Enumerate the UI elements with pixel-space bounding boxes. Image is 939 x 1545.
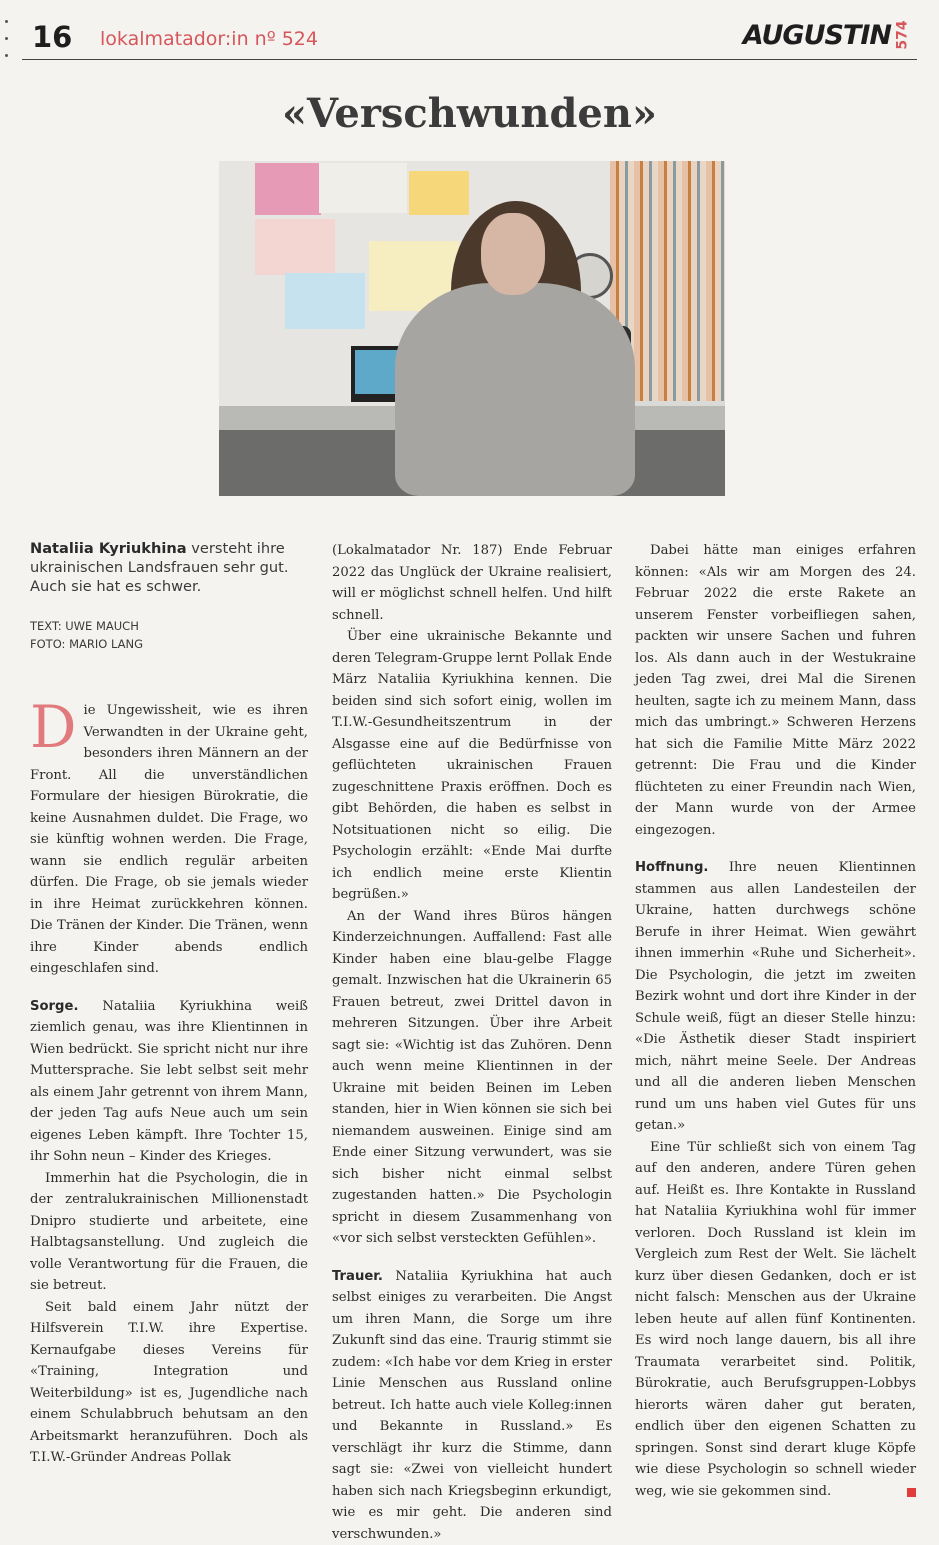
subheading-sorge: Sorge.: [30, 998, 79, 1014]
article-lede: [30, 539, 300, 596]
article-column-3: [635, 540, 916, 1502]
paragraph: Ihre neuen Klientinnen stammen aus allen Landesteilen der Ukraine, hatten durchwegs schöne Berufe in ihrer Heimat. Wien gewährt ihnen immerhin «Ruhe und Sicherheit». Die Psychologin, die jetzt im zweiten Bezirk wohnt und dort ihre Kinder in der Schule weiß, fügt an dieser Stelle hinzu: «Die Ästhetik dieser Stadt inspiriert mich, nährt meine Seele. Der Andreas und all die anderen lieben Menschen rund um uns haben viel Gutes für uns getan.»: [635, 860, 916, 1133]
paragraph: Eine Tür schließt sich von einem Tag auf den anderen, andere Türen gehen auf. Heißt es. Ihre Kontakte in Russland hat Nataliia Kyriukhina wohl für immer verloren. Doch Russland ist klein im Vergleich zum Rest der Welt. Sie lächelt kurz über diesen Gedanken, doch er ist nicht falsch: Menschen aus der Ukraine leben heute auf allen fünf Kontinenten. Es wird noch lange dauern, bis all ihre Traumata verarbeitet sind. Politik, Bürokratie, auch Berufsgruppen-Lobbys hierorts wären daher gut beraten, endlich über den eigenen Schatten zu springen. Sonst sind derart kluge Köpfe wie diese Psychologin so schnell wieder weg, wie sie gekommen sind.: [635, 1139, 916, 1499]
header-rule: [22, 59, 917, 60]
section-name: lokalmatador:in nº 524: [100, 28, 318, 50]
dropcap: D: [30, 693, 77, 761]
brand-name: AUGUSTIN: [742, 20, 891, 51]
paragraph: Dabei hätte man einiges erfahren können: «Als wir am Morgen des 24. Februar 2022 die erste Rakete an unserem Fenster vorbeifliegen sahen, packten wir unsere Sachen und fuhren los. Als dann auch in der Westukraine jeden Tag zwei, drei Mal die Sirenen heulten, sagte ich zu meinem Mann, dass mich das umbringt.» Schweren Herzens hat sich die Familie Mitte März 2022 getrennt: Die Frau und die Kinder flüchteten zu einer Freundin nach Wien, der Mann wurde von der Armee eingezogen.: [635, 543, 916, 838]
headline: «Verschwunden»: [282, 90, 657, 137]
paragraph: Immerhin hat die Psychologin, die in der zentralukrainischen Millionenstadt Dnipro studierte und arbeitete, eine Halbtagsanstellung. Und zugleich die volle Verantwortung für die Frauen, die sie betreut.: [30, 1170, 308, 1293]
paragraph: Über eine ukrainische Bekannte und deren Telegram-Gruppe lernt Pollak Ende März Nataliia Kyriukhina kennen. Die beiden sind sich sofort einig, wollen im T.I.W.-Gesundheitszentrum in der Alsgasse eine auf die Bedürfnisse von geflüchteten ukrainischen Frauen zugeschnittene Praxis eröffnen. Doch es gibt Behörden, die haben es selbst in Notsituationen nicht so eilig. Die Psychologin erzählt: «Ende Mai durfte ich endlich meine erste Klientin begrüßen.»: [332, 629, 612, 902]
lede-text: versteht ihre ukrainischen Landsfrauen sehr gut. Auch sie hat es schwer.: [30, 540, 289, 595]
article-column-1: [30, 693, 308, 1469]
paragraph: Seit bald einem Jahr nützt der Hilfsverein T.I.W. ihre Expertise. Kernaufgabe dieses Vereins für «Training, Integration und Weiterbildung» ist es, Jugendliche nach einem Schulabbruch behutsam an den Arbeitsmarkt heranzuführen. Doch als T.I.W.-Gründer Andreas Pollak: [30, 1299, 308, 1465]
paragraph: Nataliia Kyriukhina weiß ziemlich genau, was ihre Klientinnen in Wien bedrückt. Sie spricht nicht nur ihre Muttersprache. Sie lebt selbst seit mehr als einem Jahr getrennt von ihrem Mann, der jeden Tag aufs Neue auch um sein eigenes Leben kämpft. Ihre Tochter 15, ihr Sohn neun – Kinder des Krieges.: [30, 998, 308, 1164]
paragraph: Nataliia Kyriukhina hat auch selbst einiges zu verarbeiten. Die Angst um ihren Mann, die Sorge um ihre Zukunft sind das eine. Traurig stimmt sie zudem: «Ich habe vor dem Krieg in erster Linie Menschen aus Russland online betreut. Ich hatte auch viele Kolleg:innen und Bekannte in Russland.» Es verschlägt ihr kurz die Stimme, dann sagt sie: «Zwei von vielleicht hundert haben sich nach Kriegsbeginn erkundigt, wie es mir geht. Die anderen sind verschwunden.»: [332, 1268, 612, 1542]
end-mark: [907, 1488, 916, 1497]
credit-text: TEXT: UWE MAUCH: [30, 619, 139, 633]
scan-dots: [5, 20, 11, 80]
subheading-hoffnung: Hoffnung.: [635, 860, 709, 875]
paragraph: ie Ungewissheit, wie es ihren Verwandten in der Ukraine geht, besonders ihren Männern an der Front. All die unverständlichen Formulare der hiesigen Bürokratie, die keine Ausnahmen duldet. Die Frage, wo sie künftig wohnen werden. Die Frage, wann sie endlich regulär arbeiten dürfen. Die Frage, ob sie jemals wieder in ihre Heimat zurückkehren können. Die Tränen der Kinder. Die Tränen, wenn ihre Kinder abends endlich eingeschlafen sind.: [30, 703, 308, 976]
page-header: [22, 18, 917, 58]
credits: [30, 617, 300, 653]
page-number: 16: [32, 20, 73, 54]
subheading-trauer: Trauer.: [332, 1268, 383, 1284]
paragraph: An der Wand ihres Büros hängen Kinderzeichnungen. Auffallend: Fast alle Kinder haben eine blau-gelbe Flagge gemalt. Inzwischen hat die Ukrainerin 65 Frauen betreut, zwei Drittel davon in mehreren Sitzungen. Über ihre Arbeit sagt sie: «Wichtig ist das Zuhören. Denn auch wenn meine Klientinnen in der Ukraine mit beiden Beinen im Leben standen, hier in Wien können sie sich bei niemandem ausweinen. Einige sind am Ende einer Sitzung verwundert, was sie sich bisher nicht einmal selbst zugestanden hatten.» Die Psychologin spricht in diesem Zusammenhang von «vor sich selbst versteckten Gefühlen».: [332, 908, 612, 1246]
issue-number: 574: [894, 20, 911, 50]
article-photo: [219, 161, 725, 496]
paragraph: (Lokalmatador Nr. 187) Ende Februar 2022 das Unglück der Ukraine realisiert, will er möglichst schnell helfen. Und hilft schnell.: [332, 543, 612, 623]
credit-photo: FOTO: MARIO LANG: [30, 637, 144, 651]
lede-name: Nataliia Kyriukhina: [30, 540, 187, 557]
article-column-2: [332, 540, 612, 1545]
